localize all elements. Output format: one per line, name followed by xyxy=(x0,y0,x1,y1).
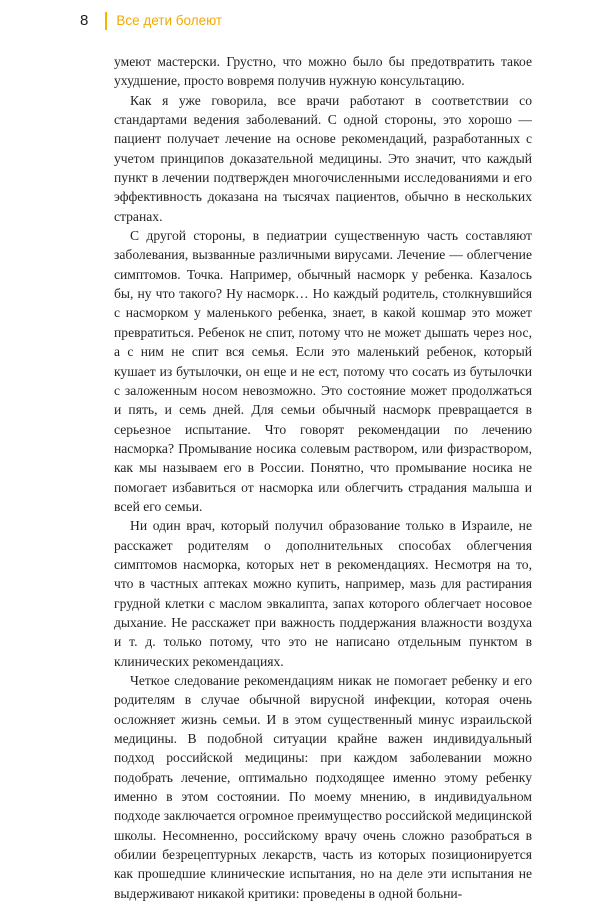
body-text xyxy=(114,52,532,903)
page-header xyxy=(80,11,222,31)
paragraph: С другой стороны, в педиатрии существенную часть составляют заболевания, вызванные различными вирусами. Лечение — облегчение симптомов. Точка. Например, обычный насморк у ребенка. Казалось бы, ну что такого? Ну насморк… Но каждый родитель, столкнувшийся с насморком у маленького ребенка, знает, в какой кошмар это может превратиться. Ребенок не спит, потому что не может дышать через нос, а с ним не спит вся семья. Если это маленький ребенок, который кушает из бутылочки, он еще и не ест, потому что сосать из бутылочки с заложенным носом невозможно. Это состояние может продолжаться и пять, и семь дней. Для семьи обычный насморк превращается в серьезное испытание. Что говорят рекомендации по лечению насморка? Промывание носика солевым раствором, или физраствором, как мы называем его в России. Понятно, что промывание носика не помогает избавиться от насморка или облегчить страдания малыша и всей его семьи. xyxy=(114,228,532,514)
paragraph: Четкое следование рекомендациям никак не помогает ребенку и его родителям в случае обычной вирусной инфекции, которая очень осложняет жизнь семьи. И в этом существенный минус израильской медицины. В подобной ситуации крайне важен индивидуальный подход российской медицины: при каждом заболевании можно подобрать лечение, оптимально подходящее именно этому ребенку именно в этом состоянии. По моему мнению, в индивидуальном подходе заключается огромное преимущество российской медицинской школы. Несомненно, российскому врачу очень сложно разобраться в обилии безрецептурных лекарств, часть из которых позиционируется как прошедшие клинические испытания, но на деле эти испытания не выдерживают никакой критики: проведены в одной больни- xyxy=(114,673,532,901)
paragraph-continued: умеют мастерски. Грустно, что можно было бы предотвратить такое ухудшение, просто вовремя получив нужную консультацию. xyxy=(114,54,532,89)
header-divider xyxy=(105,12,107,30)
page-number: 8 xyxy=(80,12,89,29)
paragraph: Ни один врач, который получил образование только в Израиле, не расскажет родителям о дополнительных способах облегчения симптомов насморка, которых нет в рекомендациях. Несмотря на то, что в частных аптеках можно купить, например, мазь для растирания грудной клетки с маслом эвкалипта, запах которого облегчает носовое дыхание. Не расскажет при важность поддержания влажности воздуха и т. д. только потому, что это не написано отдельным пунктом в клинических рекомендациях. xyxy=(114,518,532,669)
paragraph: Как я уже говорила, все врачи работают в соответствии со стандартами ведения заболеваний. С одной стороны, это хорошо — пациент получает лечение на основе рекомендаций, разработанных с учетом принципов доказательной медицины. Это значит, что каждый пункт в лечении подтвержден многочисленными исследованиями и его эффективность доказана на тысячах пациентов, обычно в нескольких странах. xyxy=(114,92,532,224)
running-title: Все дети болеют xyxy=(116,13,223,28)
